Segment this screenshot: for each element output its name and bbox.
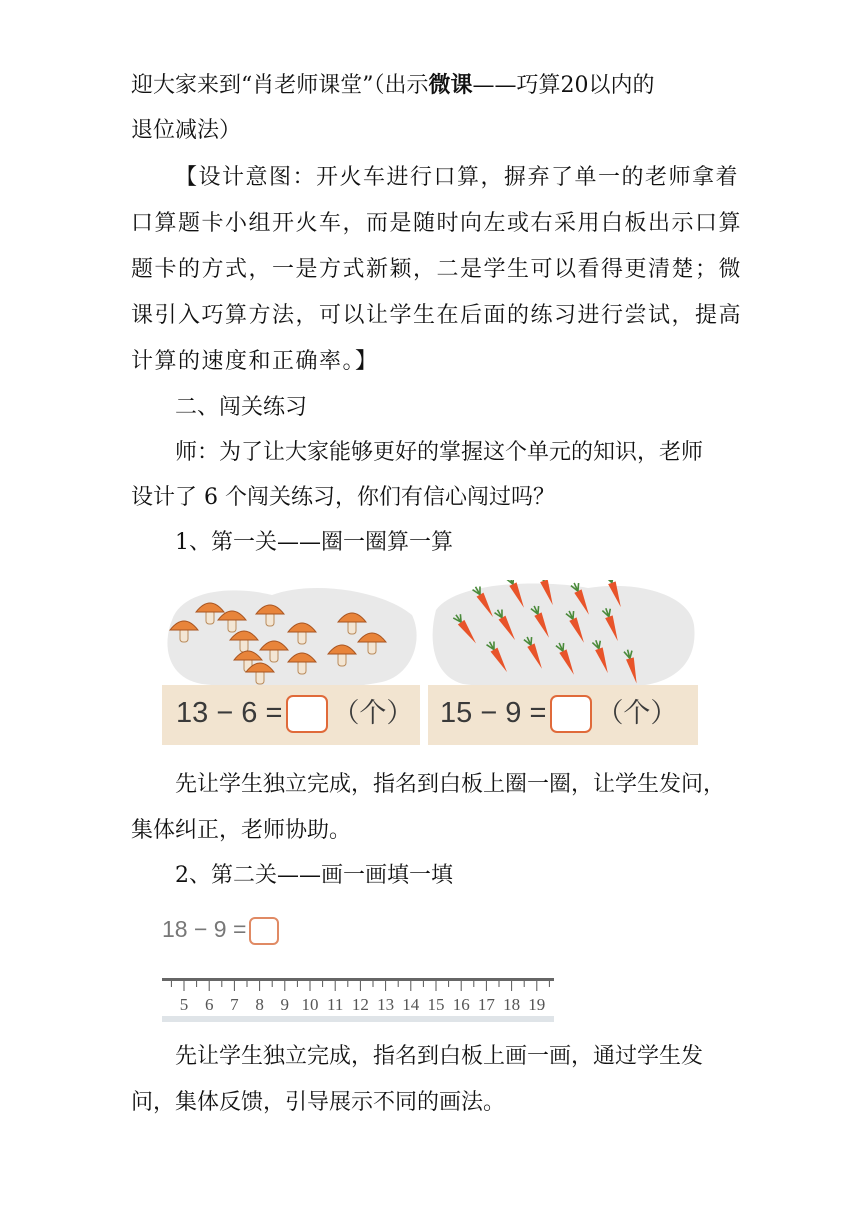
carrot-exercise [428,570,698,750]
ruler-label: 11 [327,995,344,1014]
answer-box[interactable] [249,917,279,945]
level2-title: 2、第二关——画一画填一填 [175,863,453,888]
paragraph-intro-line1: 迎大家来到“肖老师课堂”（出示微课——巧算20以内的 [131,72,655,98]
ruler-label: 5 [179,995,189,1014]
equation-18-minus-9: 18 − 9 = [162,912,279,946]
ruler-label: 18 [503,995,521,1014]
design-intent-line: 计算的速度和正确率。】 [131,349,379,374]
ruler-label: 15 [427,995,445,1014]
ruler-label: 12 [351,995,369,1014]
design-intent-line: 口算题卡小组开火车，而是随时向左或右采用白板出示口算 [131,211,743,236]
bold-term: 微课 [428,72,473,98]
ruler-label: 14 [402,995,420,1014]
mushroom-cloud-icon [162,580,420,690]
ruler-label: 13 [377,995,395,1014]
design-intent-line: 课引入巧算方法，可以让学生在后面的练习进行尝试，提高 [131,303,743,328]
answer-box[interactable] [550,695,592,733]
ruler-label: 9 [280,995,290,1014]
after-exercise2-line2: 问，集体反馈，引导展示不同的画法。 [131,1090,506,1115]
teacher-line1: 师：为了让大家能够更好的掌握这个单元的知识，老师 [175,440,704,465]
equation-13-minus-6: 13 − 6 = （个） [176,688,413,739]
ruler-label: 19 [528,995,546,1014]
ruler-label: 16 [452,995,470,1014]
teacher-line2: 设计了 6 个闯关练习，你们有信心闯过吗？ [131,485,555,510]
answer-box[interactable] [286,695,328,733]
after-exercise1-line2: 集体纠正，老师协助。 [131,818,352,843]
number-line [162,972,554,1024]
after-exercise1-line1: 先让学生独立完成，指名到白板上圈一圈，让学生发问， [175,772,726,797]
mushroom-exercise [162,570,420,750]
ruler-label: 6 [204,995,214,1014]
ruler-label: 7 [230,995,239,1014]
carrot-cloud-icon [428,580,698,690]
ruler-label: 10 [301,995,319,1014]
after-exercise2-line1: 先让学生独立完成，指名到白板上画一画，通过学生发 [175,1044,704,1069]
design-intent-line: 【设计意图：开火车进行口算，摒弃了单一的老师拿着 [175,165,740,190]
design-intent-line: 题卡的方式，一是方式新颖，二是学生可以看得更清楚；微 [131,257,743,282]
level1-title: 1、第一关——圈一圈算一算 [175,530,453,555]
ruler-label: 17 [477,995,495,1014]
equation-15-minus-9: 15 − 9 = （个） [440,688,677,739]
ruler-label: 8 [255,995,264,1014]
section-heading: 二、闯关练习 [175,395,308,420]
paragraph-intro-line2: 退位减法） [131,118,242,143]
